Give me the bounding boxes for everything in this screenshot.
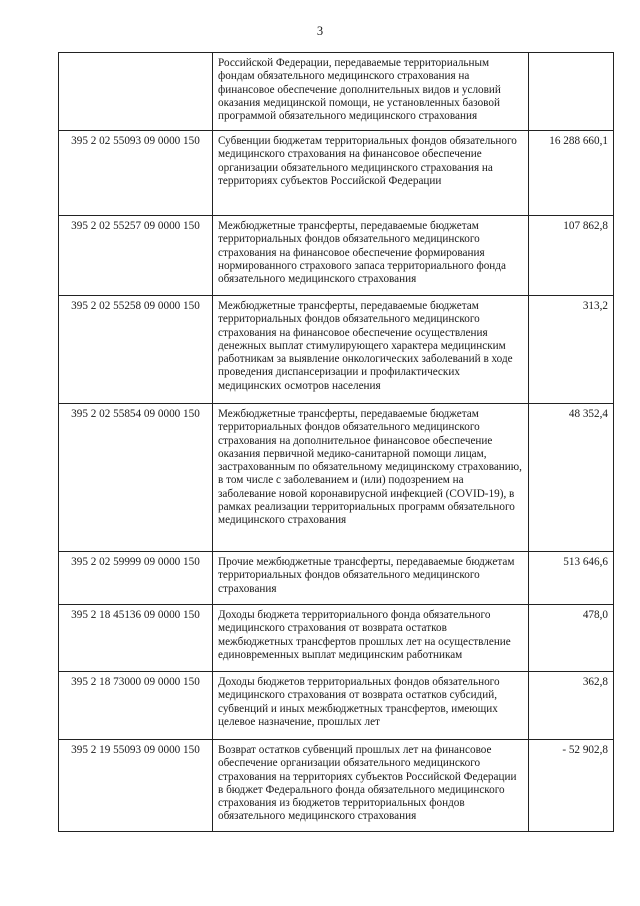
description-cell: Возврат остатков субвенций прошлых лет на финансовое обеспечение организации обязательного медицинского страхования на территориях субъектов Российской Федерации в бюджет Федерального фонда обязательного медицинского страхования из бюджетов территориальных фондов обязательного медицинского страхования xyxy=(213,740,529,832)
table-row xyxy=(59,404,614,552)
amount-cell: 48 352,4 xyxy=(529,404,614,552)
description-cell: Межбюджетные трансферты, передаваемые бюджетам территориальных фондов обязательного медицинского страхования на финансовое обеспечение формирования нормированного страхового запаса территориального фонда обязательного медицинского страхования xyxy=(213,216,529,296)
revenue-table xyxy=(58,52,614,832)
table-row xyxy=(59,552,614,605)
description-cell: Доходы бюджетов территориальных фондов обязательного медицинского страхования от возврата остатков субсидий, субвенций и иных межбюджетных трансфертов, имеющих целевое назначение, прошлых лет xyxy=(213,672,529,740)
description-cell: Субвенции бюджетам территориальных фондов обязательного медицинского страхования на финансовое обеспечение организации обязательного медицинского страхования на территориях субъектов Российской Федерации xyxy=(213,131,529,216)
budget-code-cell: 395 2 02 55257 09 0000 150 xyxy=(59,216,213,296)
description-cell: Российской Федерации, передаваемые территориальным фондам обязательного медицинского страхования на финансовое обеспечение дополнительных видов и условий оказания медицинской помощи, не установленных базовой программой обязательного медицинского страхования xyxy=(213,53,529,131)
budget-code-cell: 395 2 02 59999 09 0000 150 xyxy=(59,552,213,605)
budget-code-cell: 395 2 02 55093 09 0000 150 xyxy=(59,131,213,216)
budget-code-cell: 395 2 19 55093 09 0000 150 xyxy=(59,740,213,832)
description-cell: Межбюджетные трансферты, передаваемые бюджетам территориальных фондов обязательного медицинского страхования на финансовое обеспечение осуществления денежных выплат стимулирующего характера медицинским работникам за выявление онкологических заболеваний в ходе проведения диспансеризации и профилактических медицинских осмотров населения xyxy=(213,296,529,404)
table-row xyxy=(59,131,614,216)
amount-cell: 313,2 xyxy=(529,296,614,404)
table-row xyxy=(59,605,614,672)
budget-code-cell xyxy=(59,53,213,131)
amount-cell: 362,8 xyxy=(529,672,614,740)
description-cell: Доходы бюджета территориального фонда обязательного медицинского страхования от возврата остатков межбюджетных трансфертов прошлых лет на осуществление единовременных выплат медицинским работникам xyxy=(213,605,529,672)
budget-code-cell: 395 2 18 73000 09 0000 150 xyxy=(59,672,213,740)
table-row xyxy=(59,216,614,296)
table-row xyxy=(59,740,614,832)
budget-code-cell: 395 2 02 55854 09 0000 150 xyxy=(59,404,213,552)
amount-cell xyxy=(529,53,614,131)
table-row xyxy=(59,296,614,404)
page-number: 3 xyxy=(316,24,324,38)
table-row xyxy=(59,53,614,131)
amount-cell: 107 862,8 xyxy=(529,216,614,296)
budget-code-cell: 395 2 02 55258 09 0000 150 xyxy=(59,296,213,404)
amount-cell: 478,0 xyxy=(529,605,614,672)
amount-cell: - 52 902,8 xyxy=(529,740,614,832)
amount-cell: 16 288 660,1 xyxy=(529,131,614,216)
budget-code-cell: 395 2 18 45136 09 0000 150 xyxy=(59,605,213,672)
table-row xyxy=(59,672,614,740)
amount-cell: 513 646,6 xyxy=(529,552,614,605)
description-cell: Межбюджетные трансферты, передаваемые бюджетам территориальных фондов обязательного медицинского страхования на дополнительное финансовое обеспечение оказания первичной медико-санитарной помощи лицам, застрахованным по обязательному медицинскому страхованию, в том числе с заболеванием и (или) подозрением на заболевание новой коронавирусной инфекцией (COVID-19), в рамках реализации территориальных программ обязательного медицинского страхования xyxy=(213,404,529,552)
description-cell: Прочие межбюджетные трансферты, передаваемые бюджетам территориальных фондов обязательного медицинского страхования xyxy=(213,552,529,605)
